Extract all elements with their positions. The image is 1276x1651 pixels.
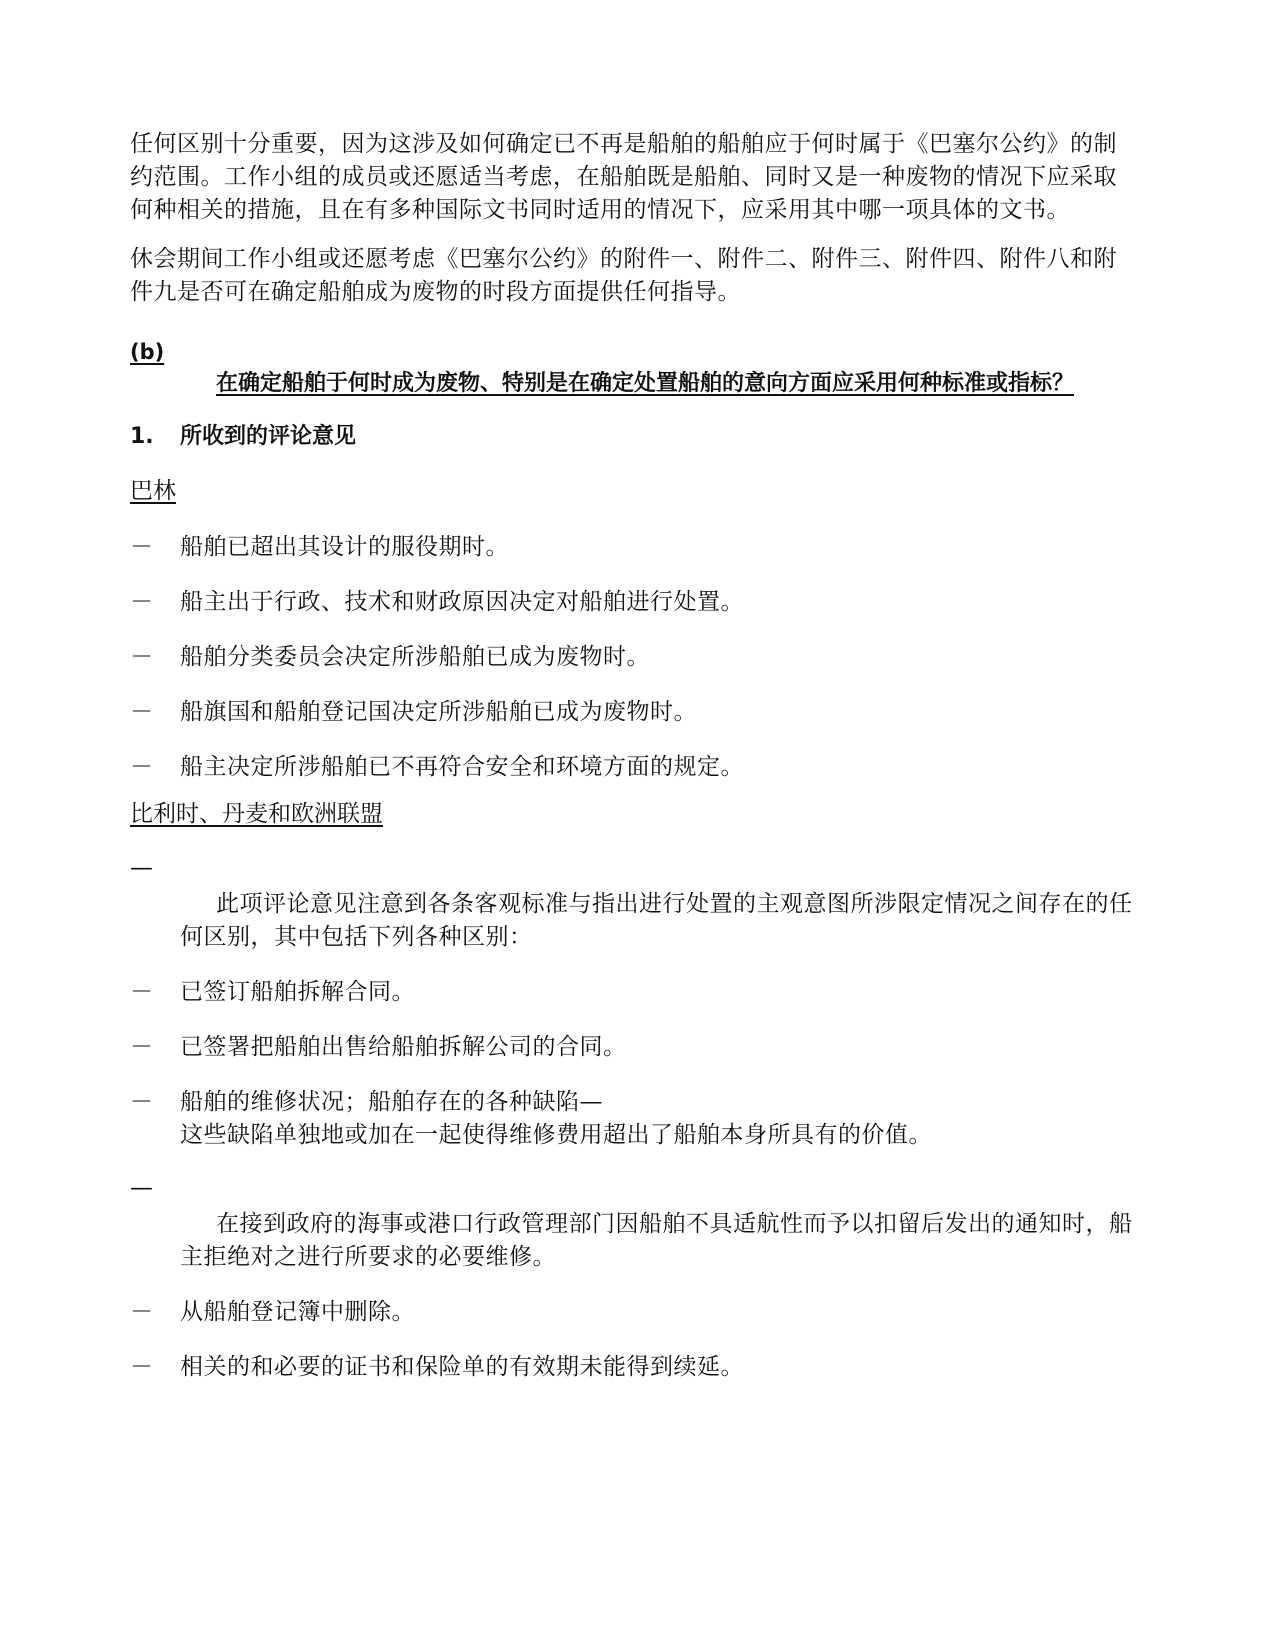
document-page [130, 128, 1140, 1406]
list-item [130, 696, 1140, 729]
country-name: 比利时、丹麦和欧洲联盟 [130, 801, 383, 827]
bullet-dash: － [130, 589, 154, 615]
bullet-dash: － [130, 534, 154, 560]
list-item [130, 1174, 1140, 1274]
paragraph-1: 任何区别十分重要，因为这涉及如何确定已不再是船舶的船舶应于何时属于《巴塞尔公约》的制约范围。工作小组的成员或还愿适当考虑，在船舶既是船舶、同时又是一种废物的情况下应采取何种相关的措施，且在有多种国际文书同时适用的情况下，应采用其中哪一项具体的文书。 [130, 131, 1117, 223]
list-item-text: 船舶分类委员会决定所涉船舶已成为废物时。 [180, 644, 650, 670]
paragraph-2: 休会期间工作小组或还愿考虑《巴塞尔公约》的附件一、附件二、附件三、附件四、附件八和附件九是否可在确定船舶成为废物的时段方面提供任何指导。 [130, 246, 1117, 305]
list-item [130, 1031, 1140, 1064]
list-item-text: 在接到政府的海事或港口行政管理部门因船舶不具适航性而予以扣留后发出的通知时，船主拒绝对之进行所要求的必要维修。 [180, 1211, 1133, 1270]
bullet-dash: － [130, 1299, 154, 1325]
list-item [130, 641, 1140, 674]
country-bahrain [130, 475, 1140, 531]
section-title: 所收到的评论意见 [180, 424, 357, 449]
section-heading [130, 421, 1140, 453]
bullet-dash: － [130, 1089, 154, 1115]
list-item-text: 船主出于行政、技术和财政原因决定对船舶进行处置。 [180, 589, 744, 615]
bullet-dash: － [130, 979, 154, 1005]
subsection-heading: 在确定船舶于何时成为废物、特别是在确定处置船舶的意向方面应采用何种标准或指标？ [216, 371, 1075, 396]
list-item [130, 976, 1140, 1009]
list-item-text: 船舶的维修状况；船舶存在的各种缺陷— [180, 1089, 603, 1115]
list-item [130, 1296, 1140, 1329]
bullet-dash: — [130, 855, 154, 881]
bullet-dash: － [130, 1034, 154, 1060]
bullet-dash: － [130, 754, 154, 780]
list-item-text: 相关的和必要的证书和保险单的有效期未能得到续延。 [180, 1354, 744, 1380]
list-item-text: 从船舶登记簿中删除。 [180, 1299, 415, 1325]
bullet-dash: － [130, 644, 154, 670]
country-belgium-denmark-eu [130, 798, 1140, 854]
list-item-text: 船旗国和船舶登记国决定所涉船舶已成为废物时。 [180, 699, 697, 725]
list-item-text: 已签订船舶拆解合同。 [180, 979, 415, 1005]
bullet-dash: － [130, 699, 154, 725]
bullet-dash: — [130, 1175, 154, 1201]
list-item-text: 已签署把船舶出售给船舶拆解公司的合同。 [180, 1034, 627, 1060]
list-item [130, 854, 1140, 954]
country-name: 巴林 [130, 478, 176, 504]
list-item [130, 531, 1140, 564]
bullet-dash: － [130, 1354, 154, 1380]
list-item [130, 1086, 1140, 1152]
subsection-label: (b) [130, 340, 165, 364]
list-item [130, 1351, 1140, 1384]
section-number: 1. [130, 424, 154, 449]
list-item [130, 751, 1140, 784]
list-item-text: 船主决定所涉船舶已不再符合安全和环境方面的规定。 [180, 754, 744, 780]
list-item [130, 586, 1140, 619]
list-item-text: 这些缺陷单独地或加在一起使得维修费用超出了船舶本身所具有的价值。 [180, 1122, 932, 1148]
list-item-text: 此项评论意见注意到各条客观标准与指出进行处置的主观意图所涉限定情况之间存在的任何区别，其中包括下列各种区别： [180, 891, 1133, 950]
list-item-text: 船舶已超出其设计的服役期时。 [180, 534, 509, 560]
